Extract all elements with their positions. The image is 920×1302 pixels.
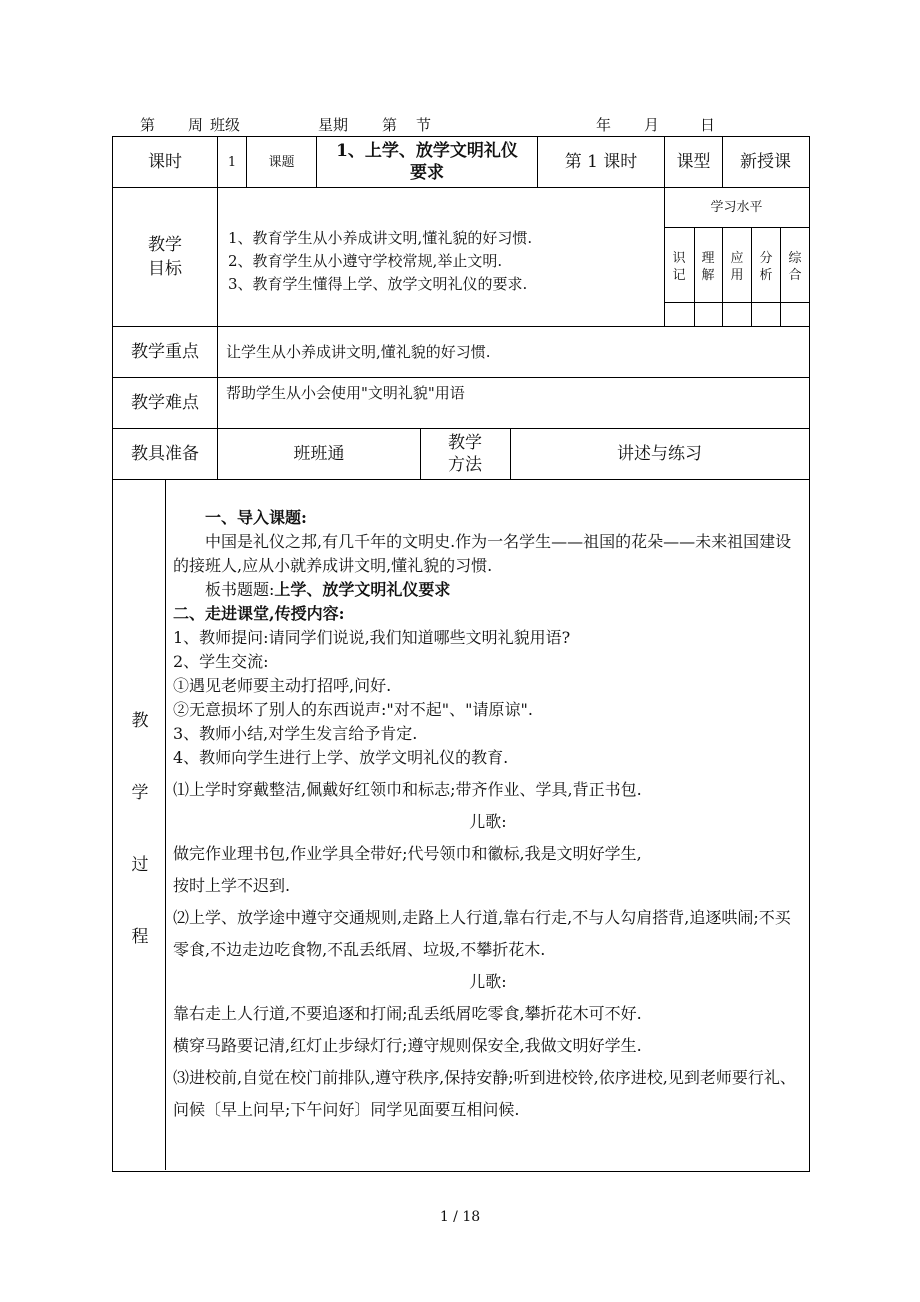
level-understand: 理解 [701, 251, 715, 283]
session-count: 第 1 课时 [564, 152, 638, 172]
lesson-hours-value: 1 [227, 154, 237, 170]
list-item: 1、教师提问:请同学们说说,我们知道哪些文明礼貌用语? [173, 628, 571, 647]
lesson-hours-label: 课时 [148, 152, 182, 172]
lesson-type-label: 课型 [676, 152, 711, 172]
teaching-process-intro [173, 506, 803, 770]
list-item: 4、教师向学生进行上学、放学文明礼仪的教育. [173, 748, 509, 767]
header-year: 年 [596, 116, 612, 134]
header-month: 月 [644, 116, 660, 134]
song-line: 按时上学不迟到. [173, 876, 291, 895]
blackboard-title [173, 578, 803, 602]
list-item: ②无意损坏了别人的东西说声:"对不起"、"请原谅". [173, 700, 533, 719]
list-item: ①遇见老师要主动打招呼,问好. [173, 676, 392, 695]
key-point-value: 让学生从小养成讲文明,懂礼貌的好习惯. [226, 343, 491, 361]
difficulty-label: 教学难点 [131, 393, 199, 413]
song-line: 横穿马路要记清,红灯止步绿灯行;遵守规则保安全,我做文明好学生. [173, 1036, 642, 1055]
goal-item: 2、教育学生从小遵守学校常规,举止文明. [228, 252, 503, 270]
header-period-prefix: 第 [382, 116, 398, 134]
level-synthesize: 综合 [788, 251, 802, 283]
blackboard-title-text: 板书题题:上学、放学文明礼仪要求 [205, 580, 451, 599]
process-label-char: 程 [131, 927, 149, 947]
process-label-char: 教 [131, 711, 149, 731]
song-line: 靠右走上人行道,不要追逐和打闹;乱丢纸屑吃零食,攀折花木可不好. [173, 1004, 642, 1023]
difficulty-value: 帮助学生从小会使用"文明礼貌"用语 [226, 384, 465, 402]
process-label-char: 过 [131, 855, 149, 875]
key-point-label: 教学重点 [131, 342, 199, 362]
section-heading: 一、导入课题: [205, 508, 307, 527]
paragraph: 中国是礼仪之邦,有几千年的文明史.作为一名学生——祖国的花朵——未来祖国建设的接班人,应从小就养成讲文明,懂礼貌的习惯. [173, 532, 792, 575]
header-week-prefix: 第 [140, 116, 156, 134]
teaching-method-label: 教学方法 [448, 433, 482, 475]
song-line: 做完作业理书包,作业学具全带好;代号领巾和徽标,我是文明好学生, [173, 844, 642, 863]
list-item: 2、学生交流: [173, 652, 269, 671]
rule-item: ⑵上学、放学途中遵守交通规则,走路上人行道,靠右行走,不与人勾肩搭背,追逐哄闹;不买零食,不边走边吃食物,不乱丢纸屑、垃圾,不攀折花木. [173, 908, 791, 959]
rule-item: ⑴上学时穿戴整洁,佩戴好红领巾和标志;带齐作业、学具,背正书包. [173, 780, 642, 799]
tools-label: 教具准备 [131, 444, 199, 464]
goal-item: 1、教育学生从小养成讲文明,懂礼貌的好习惯. [228, 229, 533, 247]
header-class: 班级 [210, 116, 241, 134]
rule-item: ⑶进校前,自觉在校门前排队,遵守秩序,保持安静;听到进校铃,依序进校,见到老师要行礼、问候〔早上问早;下午问好〕同学见面要互相问候. [173, 1068, 796, 1119]
level-analyze: 分析 [759, 251, 773, 283]
blackboard-title-bold: 上学、放学文明礼仪要求 [274, 580, 451, 599]
header-weekday: 星期 [318, 116, 349, 134]
lesson-type-value: 新授课 [740, 152, 791, 172]
list-item: 3、教师小结,对学生发言给予肯定. [173, 724, 418, 743]
topic-label: 课题 [268, 154, 295, 170]
header-period-suffix: 节 [416, 116, 432, 134]
section-heading: 二、走进课堂,传授内容: [173, 604, 345, 623]
level-apply: 应用 [730, 251, 744, 283]
song-heading: 儿歌: [469, 812, 507, 831]
topic-value: 1、上学、放学文明礼仪要求 [336, 141, 518, 183]
level-recall: 识记 [672, 251, 686, 283]
teaching-process-rules [173, 774, 803, 1126]
song-heading: 儿歌: [469, 972, 507, 991]
page-number: 1 / 18 [439, 1209, 481, 1225]
teaching-method-value: 讲述与练习 [617, 444, 702, 464]
goal-item: 3、教育学生懂得上学、放学文明礼仪的要求. [228, 275, 528, 293]
header-week-suffix: 周 [188, 116, 204, 134]
learning-level-header: 学习水平 [710, 200, 763, 215]
header-day: 日 [700, 116, 716, 134]
tools-value: 班班通 [293, 444, 345, 464]
teaching-goals-label: 教学目标 [148, 235, 182, 279]
teaching-goals-list [228, 227, 658, 296]
process-label-char: 学 [131, 783, 149, 803]
